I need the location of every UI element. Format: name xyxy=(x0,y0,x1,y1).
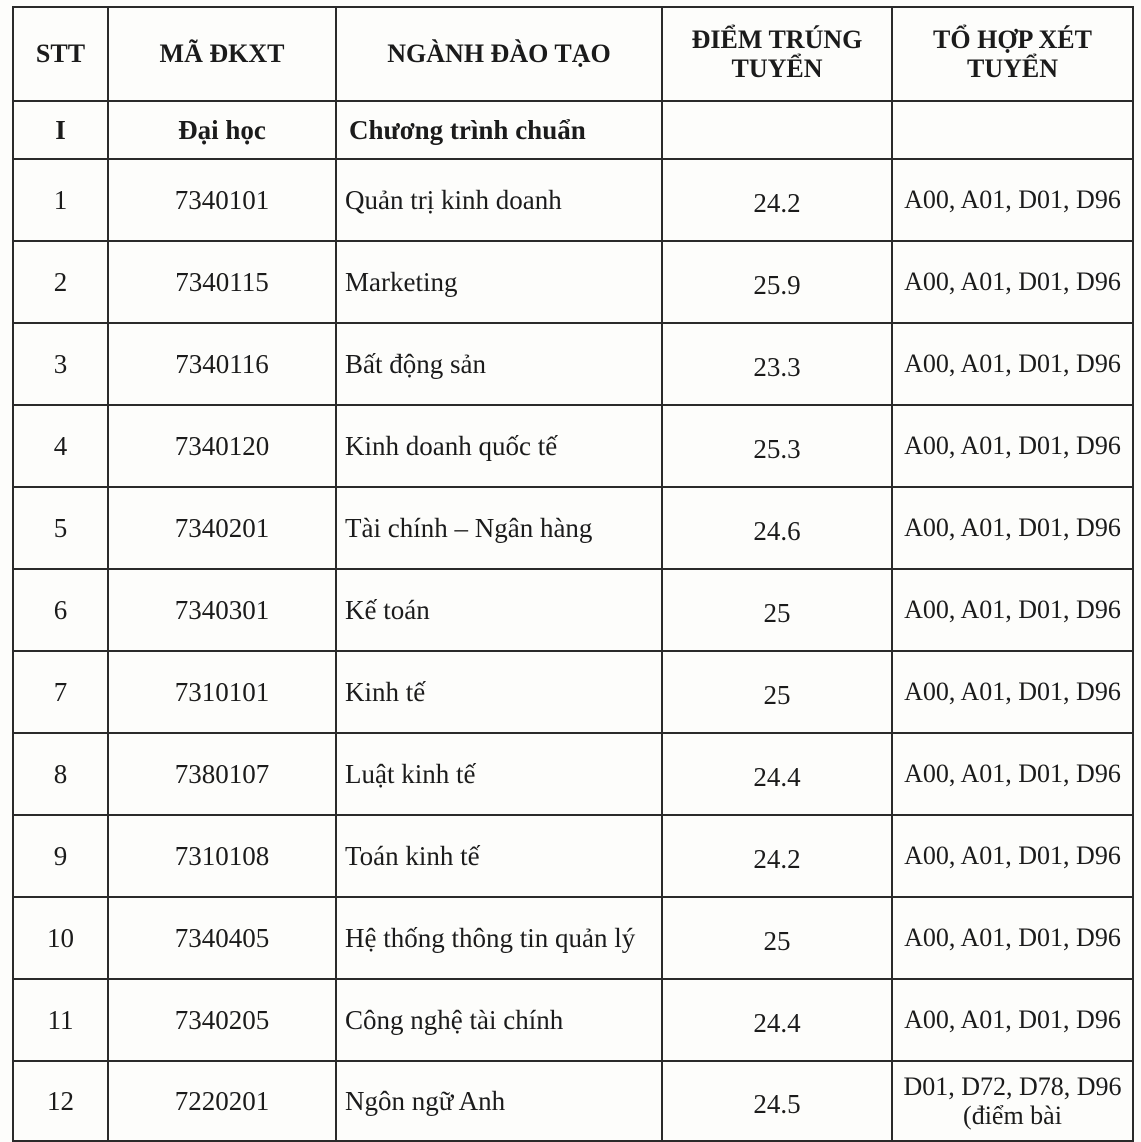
row-combo: A00, A01, D01, D96 xyxy=(892,241,1133,323)
row-score: 25.9 xyxy=(662,241,892,323)
header-score: ĐIỂM TRÚNG TUYỂN xyxy=(662,7,892,101)
table-row xyxy=(13,1061,1133,1141)
row-major: Kinh tế xyxy=(336,651,662,733)
row-score: 25 xyxy=(662,569,892,651)
row-score: 24.4 xyxy=(662,979,892,1061)
header-combo: TỔ HỢP XÉT TUYỂN xyxy=(892,7,1133,101)
row-stt: 6 xyxy=(13,569,108,651)
row-major: Bất động sản xyxy=(336,323,662,405)
row-code: 7340120 xyxy=(108,405,336,487)
row-major: Kinh doanh quốc tế xyxy=(336,405,662,487)
row-stt: 5 xyxy=(13,487,108,569)
table-row xyxy=(13,897,1133,979)
row-score: 23.3 xyxy=(662,323,892,405)
row-stt: 3 xyxy=(13,323,108,405)
row-code: 7340116 xyxy=(108,323,336,405)
table-row xyxy=(13,323,1133,405)
row-combo: A00, A01, D01, D96 xyxy=(892,979,1133,1061)
row-score: 25 xyxy=(662,897,892,979)
row-major: Kế toán xyxy=(336,569,662,651)
table-header-row xyxy=(13,7,1133,101)
admission-scores-table xyxy=(12,6,1134,1142)
row-score: 24.5 xyxy=(662,1061,892,1141)
row-major: Hệ thống thông tin quản lý xyxy=(336,897,662,979)
table-row xyxy=(13,487,1133,569)
row-score: 24.6 xyxy=(662,487,892,569)
row-stt: 12 xyxy=(13,1061,108,1141)
row-code: 7340405 xyxy=(108,897,336,979)
row-combo: A00, A01, D01, D96 xyxy=(892,405,1133,487)
row-stt: 1 xyxy=(13,159,108,241)
row-combo: A00, A01, D01, D96 xyxy=(892,897,1133,979)
row-stt: 2 xyxy=(13,241,108,323)
table-row xyxy=(13,651,1133,733)
row-combo: A00, A01, D01, D96 xyxy=(892,651,1133,733)
table-row xyxy=(13,241,1133,323)
row-major: Tài chính – Ngân hàng xyxy=(336,487,662,569)
section-program: Chương trình chuẩn xyxy=(336,101,662,159)
row-code: 7310108 xyxy=(108,815,336,897)
row-code: 7340201 xyxy=(108,487,336,569)
section-empty-combo xyxy=(892,101,1133,159)
row-code: 7340101 xyxy=(108,159,336,241)
row-stt: 11 xyxy=(13,979,108,1061)
row-combo: A00, A01, D01, D96 xyxy=(892,733,1133,815)
header-stt: STT xyxy=(13,7,108,101)
row-score: 24.2 xyxy=(662,159,892,241)
header-code: MÃ ĐKXT xyxy=(108,7,336,101)
row-code: 7220201 xyxy=(108,1061,336,1141)
row-stt: 10 xyxy=(13,897,108,979)
row-code: 7340115 xyxy=(108,241,336,323)
section-row xyxy=(13,101,1133,159)
header-major: NGÀNH ĐÀO TẠO xyxy=(336,7,662,101)
row-combo: A00, A01, D01, D96 xyxy=(892,159,1133,241)
row-major: Quản trị kinh doanh xyxy=(336,159,662,241)
table-row xyxy=(13,733,1133,815)
row-code: 7340301 xyxy=(108,569,336,651)
row-major: Luật kinh tế xyxy=(336,733,662,815)
row-major: Công nghệ tài chính xyxy=(336,979,662,1061)
row-combo: D01, D72, D78, D96 (điểm bài xyxy=(892,1061,1133,1141)
row-stt: 7 xyxy=(13,651,108,733)
section-level: Đại học xyxy=(108,101,336,159)
row-stt: 9 xyxy=(13,815,108,897)
row-combo: A00, A01, D01, D96 xyxy=(892,815,1133,897)
row-major: Ngôn ngữ Anh xyxy=(336,1061,662,1141)
row-score: 24.4 xyxy=(662,733,892,815)
section-stt: I xyxy=(13,101,108,159)
row-stt: 4 xyxy=(13,405,108,487)
row-code: 7340205 xyxy=(108,979,336,1061)
row-combo: A00, A01, D01, D96 xyxy=(892,323,1133,405)
row-combo: A00, A01, D01, D96 xyxy=(892,569,1133,651)
table-row xyxy=(13,405,1133,487)
row-score: 25 xyxy=(662,651,892,733)
row-combo: A00, A01, D01, D96 xyxy=(892,487,1133,569)
section-empty-score xyxy=(662,101,892,159)
table-row xyxy=(13,979,1133,1061)
table-row xyxy=(13,569,1133,651)
row-code: 7380107 xyxy=(108,733,336,815)
table-row xyxy=(13,159,1133,241)
table-row xyxy=(13,815,1133,897)
row-stt: 8 xyxy=(13,733,108,815)
row-major: Marketing xyxy=(336,241,662,323)
row-major: Toán kinh tế xyxy=(336,815,662,897)
row-score: 25.3 xyxy=(662,405,892,487)
row-code: 7310101 xyxy=(108,651,336,733)
row-score: 24.2 xyxy=(662,815,892,897)
